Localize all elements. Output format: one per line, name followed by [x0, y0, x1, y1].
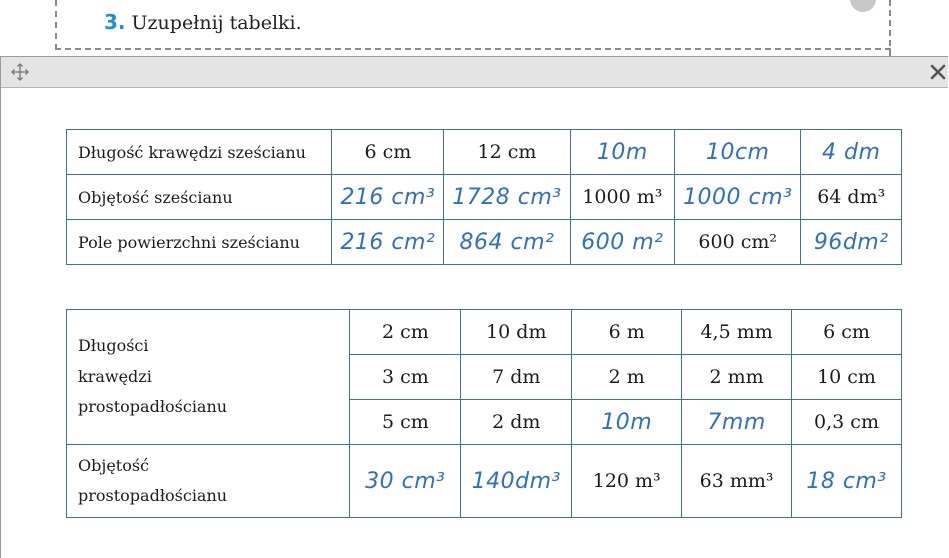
exercise-number: 3. — [104, 10, 126, 34]
dashed-border-bottom — [55, 48, 891, 50]
row-label: Pole powierzchni sześcianu — [67, 220, 332, 265]
edge-lengths-label — [67, 310, 350, 445]
cuboid-table — [66, 309, 902, 518]
table-cell: 2 mm — [682, 355, 792, 400]
table-cell: 5 cm — [350, 400, 461, 445]
table-cell: 1000 m³ — [570, 175, 674, 220]
table-row — [67, 220, 902, 265]
dashed-border-left — [55, 0, 57, 50]
handwritten-cell: 18 cm³ — [792, 445, 902, 518]
label-line: prostopadłościanu — [78, 486, 228, 505]
handwritten-cell: 216 cm² — [332, 220, 444, 265]
label-line: Długości — [78, 336, 149, 356]
table-cell: 6 cm — [332, 130, 444, 175]
panel-title-bar[interactable] — [1, 57, 948, 88]
table-cell: 10 cm — [792, 355, 902, 400]
handwritten-cell: 96dm² — [801, 220, 902, 265]
handwritten-cell: 7mm — [682, 400, 792, 445]
table-cell: 4,5 mm — [682, 310, 792, 355]
handwritten-cell: 30 cm³ — [350, 445, 461, 518]
table-cell: 63 mm³ — [682, 445, 792, 518]
handwritten-cell: 10m — [570, 130, 674, 175]
table-cell: 120 m³ — [572, 445, 682, 518]
table-cell: 2 m — [572, 355, 682, 400]
table-row — [67, 175, 902, 220]
exercise-header — [0, 0, 949, 56]
exercise-text: Uzupełnij tabelki. — [131, 12, 302, 34]
handwritten-cell: 1000 cm³ — [675, 175, 801, 220]
label-line: Objętość — [78, 455, 150, 475]
table-cell: 6 m — [572, 310, 682, 355]
handwritten-cell: 10cm — [675, 130, 801, 175]
table-cell: 12 cm — [444, 130, 570, 175]
label-line: krawędzi — [78, 366, 152, 386]
table-cell: 0,3 cm — [792, 400, 902, 445]
table-row — [67, 445, 902, 518]
handwritten-cell: 4 dm — [801, 130, 902, 175]
handwritten-cell: 864 cm² — [444, 220, 570, 265]
exercise-instruction — [104, 10, 302, 34]
table-row — [67, 310, 902, 355]
handwritten-cell: 600 m² — [570, 220, 674, 265]
table-cell: 7 dm — [461, 355, 572, 400]
floating-panel — [0, 56, 948, 558]
handwritten-cell: 216 cm³ — [332, 175, 444, 220]
move-icon[interactable] — [10, 62, 30, 82]
table-cell: 2 cm — [350, 310, 461, 355]
close-icon[interactable] — [929, 63, 947, 81]
handwritten-cell: 10m — [572, 400, 682, 445]
row-label: Objętość sześcianu — [67, 175, 332, 220]
table-row — [67, 130, 902, 175]
handwritten-cell: 1728 cm³ — [444, 175, 570, 220]
table-cell: 64 dm³ — [801, 175, 902, 220]
row-label: Długość krawędzi sześcianu — [67, 130, 332, 175]
table-cell: 6 cm — [792, 310, 902, 355]
table-cell: 3 cm — [350, 355, 461, 400]
cube-table — [66, 129, 902, 265]
label-line: prostopadłościanu — [78, 397, 228, 417]
volume-label — [67, 445, 350, 518]
corner-badge — [850, 0, 876, 12]
table-cell: 600 cm² — [675, 220, 801, 265]
table-cell: 10 dm — [461, 310, 572, 355]
table-cell: 2 dm — [461, 400, 572, 445]
handwritten-cell: 140dm³ — [461, 445, 572, 518]
